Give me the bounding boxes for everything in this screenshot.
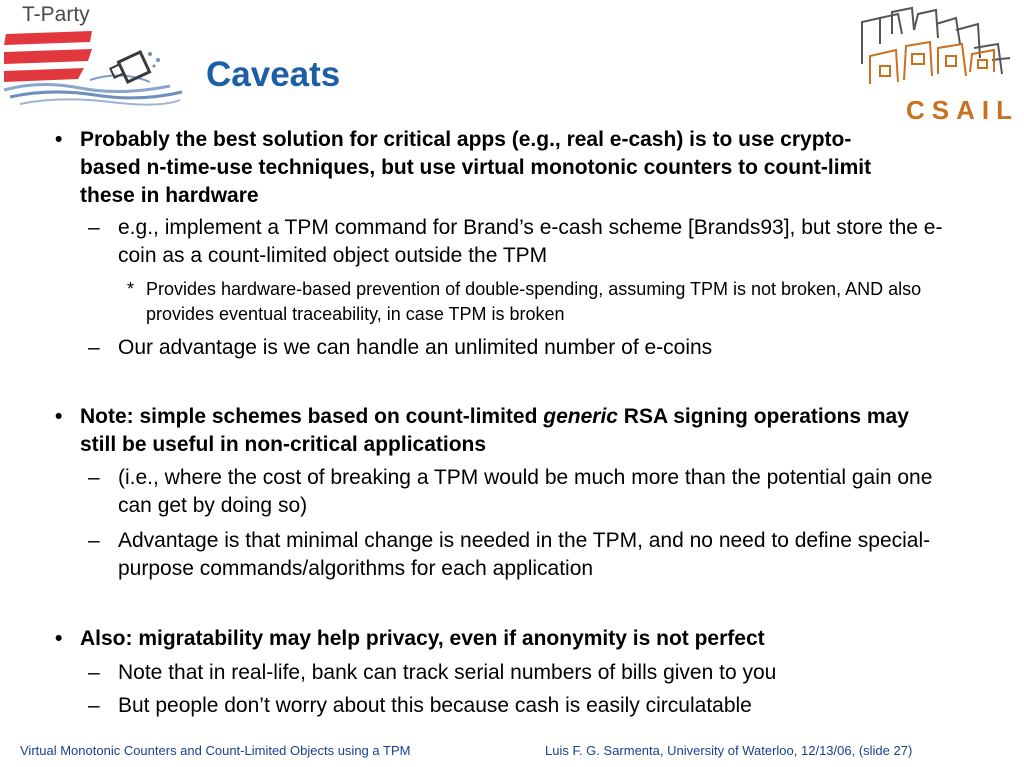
tparty-logo-text: T-Party (22, 3, 90, 26)
bullet-1-text: Probably the best solution for critical apps (e.g., real e-cash) is to use crypto-based n-time-use techniques, but use virtual monotonic counters to count-limit these in hardware (80, 128, 872, 207)
dash-marker: – (88, 694, 100, 717)
dash-marker: – (88, 661, 100, 684)
bullet-3-sub-1 (88, 659, 968, 687)
bullet-2-text-italic: generic (543, 405, 618, 428)
bullet-2-sub-1-text: (i.e., where the cost of breaking a TPM would be much more than the potential gain one can get by doing so) (118, 466, 933, 517)
bullet-marker: • (55, 405, 63, 428)
bullet-3-text: Also: migratability may help privacy, even if anonymity is not perfect (80, 627, 765, 650)
dash-marker: – (88, 336, 100, 359)
bullet-3 (55, 625, 940, 653)
bullet-2 (55, 403, 920, 459)
bullet-2-text-after: RSA signing operations may still be useful in non-critical applications (80, 405, 909, 456)
bullet-2-sub-2 (88, 527, 968, 583)
bullet-2-text-before: Note: simple schemes based on count-limited (80, 405, 544, 428)
bullet-marker: • (55, 128, 63, 151)
bullet-1-sub-1-text: e.g., implement a TPM command for Brand’s e-cash scheme [Brands93], but store the e-coin as a count-limited object outside the TPM (118, 216, 943, 267)
bullet-2-sub-1 (88, 464, 938, 520)
bullet-3-sub-1-text: Note that in real-life, bank can track serial numbers of bills given to you (118, 661, 777, 684)
slide-title: Caveats (206, 55, 341, 94)
csail-logo-text: CSAIL (906, 95, 1019, 125)
bullet-2-sub-2-text: Advantage is that minimal change is needed in the TPM, and no need to define special-purpose commands/algorithms for each application (118, 529, 931, 580)
bullet-1-sub-1-detail (127, 277, 966, 327)
bullet-1-sub-2 (88, 334, 968, 362)
footer-author: Luis F. G. Sarmenta, University of Waterloo, 12/13/06, (slide 27) (545, 743, 913, 758)
dash-marker: – (88, 529, 100, 552)
bullet-1-sub-1 (88, 214, 958, 270)
bullet-3-sub-2-text: But people don’t worry about this because cash is easily circulatable (118, 694, 752, 717)
bullet-1-sub-2-text: Our advantage is we can handle an unlimited number of e-coins (118, 336, 713, 359)
footer-title: Virtual Monotonic Counters and Count-Limited Objects using a TPM (20, 743, 411, 758)
bullet-1-sub-1-detail-text: Provides hardware-based prevention of double-spending, assuming TPM is not broken, AND also provides eventual traceability, in case TPM is broken (146, 279, 922, 324)
star-marker: * (127, 279, 135, 299)
dash-marker: – (88, 216, 100, 239)
bullet-1 (55, 126, 910, 210)
bullet-marker: • (55, 627, 63, 650)
dash-marker: – (88, 466, 100, 489)
bullet-3-sub-2 (88, 692, 968, 720)
